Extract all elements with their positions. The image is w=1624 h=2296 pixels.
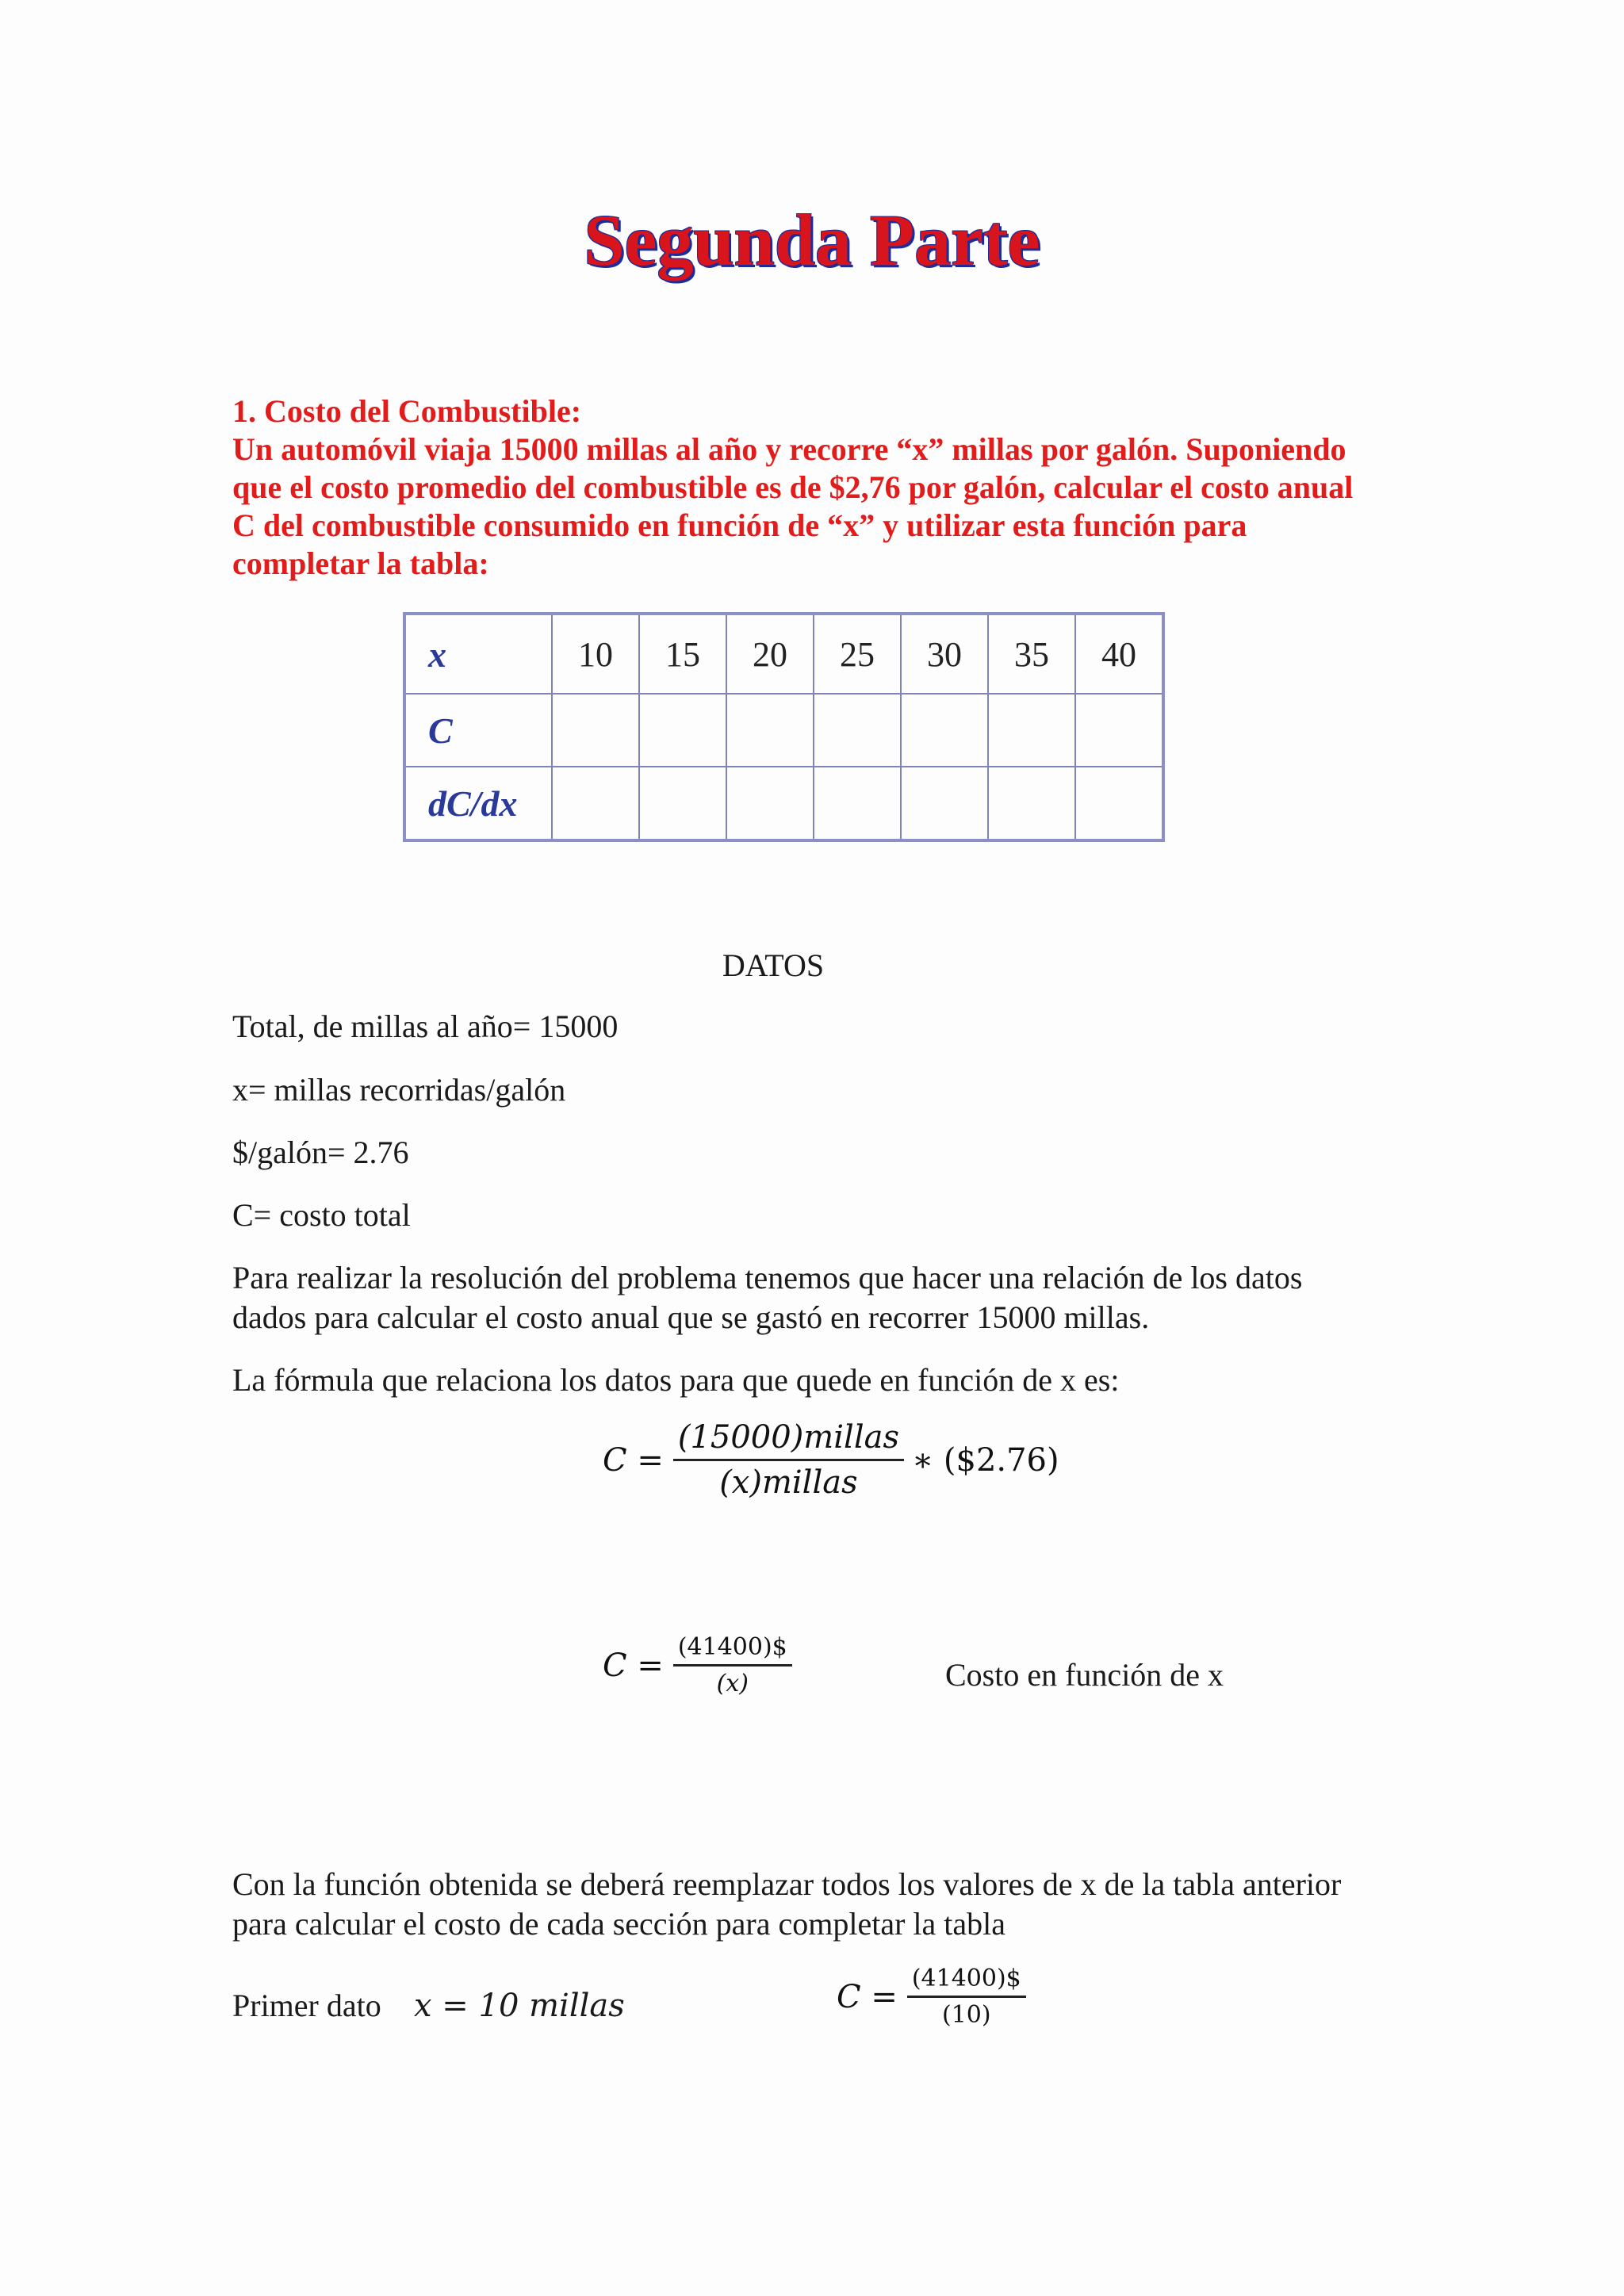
paragraph: [232, 1258, 1302, 1337]
dato-line: Total, de millas al año= 15000: [232, 1008, 619, 1044]
table-cell: [901, 767, 988, 840]
formula-numerator: (15000)millas: [673, 1419, 904, 1461]
table-cell: [726, 694, 814, 767]
problem-line: C del combustible consumido en función de “x” y utilizar esta función para: [232, 507, 1247, 543]
paragraph-line: Con la función obtenida se deberá reemplazar todos los valores de x de la tabla anterior: [232, 1866, 1342, 1902]
formula-denominator: (x): [716, 1670, 749, 1697]
formula-caption: Costo en función de x: [945, 1657, 1224, 1693]
table-cell: 25: [814, 614, 901, 694]
table-cell: [814, 694, 901, 767]
formula-lhs: C =: [837, 1978, 898, 2015]
formula-lhs: C =: [603, 1647, 664, 1684]
table-cell: [988, 694, 1075, 767]
formula-fraction: [673, 1633, 792, 1697]
table-cell: [552, 767, 639, 840]
row-label-x: x: [404, 614, 552, 694]
formula-first-value: [837, 1965, 1026, 2029]
datos-heading: DATOS: [722, 947, 825, 983]
first-value-label: Primer dato: [232, 1988, 381, 2023]
paragraph-line: para calcular el costo de cada sección para completar la tabla: [232, 1906, 1005, 1942]
formula-numerator: (41400)$: [907, 1965, 1026, 1998]
table-cell: [988, 767, 1075, 840]
dato-line: $/galón= 2.76: [232, 1135, 409, 1170]
table-cell: 15: [639, 614, 726, 694]
table-cell: [901, 694, 988, 767]
paragraph-line: dados para calcular el costo anual que se gastó en recorrer 15000 millas.: [232, 1299, 1150, 1335]
formula-rhs: ∗ ($2.76): [911, 1441, 1059, 1479]
table-cell: [639, 694, 726, 767]
table-cell: 40: [1075, 614, 1163, 694]
row-label-c: C: [404, 694, 552, 767]
formula-fraction: [673, 1419, 904, 1501]
table-cell: 30: [901, 614, 988, 694]
paragraph: La fórmula que relaciona los datos para que quede en función de x es:: [232, 1362, 1120, 1398]
paragraph: [232, 1865, 1341, 1944]
row-label-dcdx: dC/dx: [404, 767, 552, 840]
table-cell: [814, 767, 901, 840]
problem-line: que el costo promedio del combustible es de $2,76 por galón, calcular el costo anual: [232, 469, 1354, 505]
table-cell: 35: [988, 614, 1075, 694]
table-cell: [1075, 767, 1163, 840]
formula-cost-function: [603, 1633, 792, 1697]
page-title: Segunda Parte: [584, 200, 1040, 281]
problem-statement: [232, 392, 1398, 583]
table-cell: [726, 767, 814, 840]
table-row-c: [404, 694, 1163, 767]
formula-lhs: C =: [603, 1441, 664, 1479]
table-row-dcdx: [404, 767, 1163, 840]
table-cell: [639, 767, 726, 840]
table-row-x: [404, 614, 1163, 694]
paragraph-line: Para realizar la resolución del problema tenemos que hacer una relación de los datos: [232, 1260, 1303, 1295]
problem-line: completar la tabla:: [232, 545, 489, 581]
formula-denominator: (x)millas: [719, 1464, 858, 1501]
formula-denominator: (10): [942, 2001, 991, 2029]
table-cell: 20: [726, 614, 814, 694]
formula-fraction: [907, 1965, 1026, 2029]
table-cell: [552, 694, 639, 767]
problem-line: Un automóvil viaja 15000 millas al año y recorre “x” millas por galón. Suponiendo: [232, 431, 1346, 467]
dato-line: x= millas recorridas/galón: [232, 1072, 566, 1108]
table-cell: 10: [552, 614, 639, 694]
formula-numerator: (41400)$: [673, 1633, 792, 1667]
dato-line: C= costo total: [232, 1197, 411, 1233]
first-value-x: x = 10 millas: [414, 1988, 625, 2024]
problem-heading: 1. Costo del Combustible:: [232, 393, 582, 429]
formula-cost-general: [603, 1419, 1059, 1501]
table-cell: [1075, 694, 1163, 767]
values-table: [403, 612, 1165, 842]
